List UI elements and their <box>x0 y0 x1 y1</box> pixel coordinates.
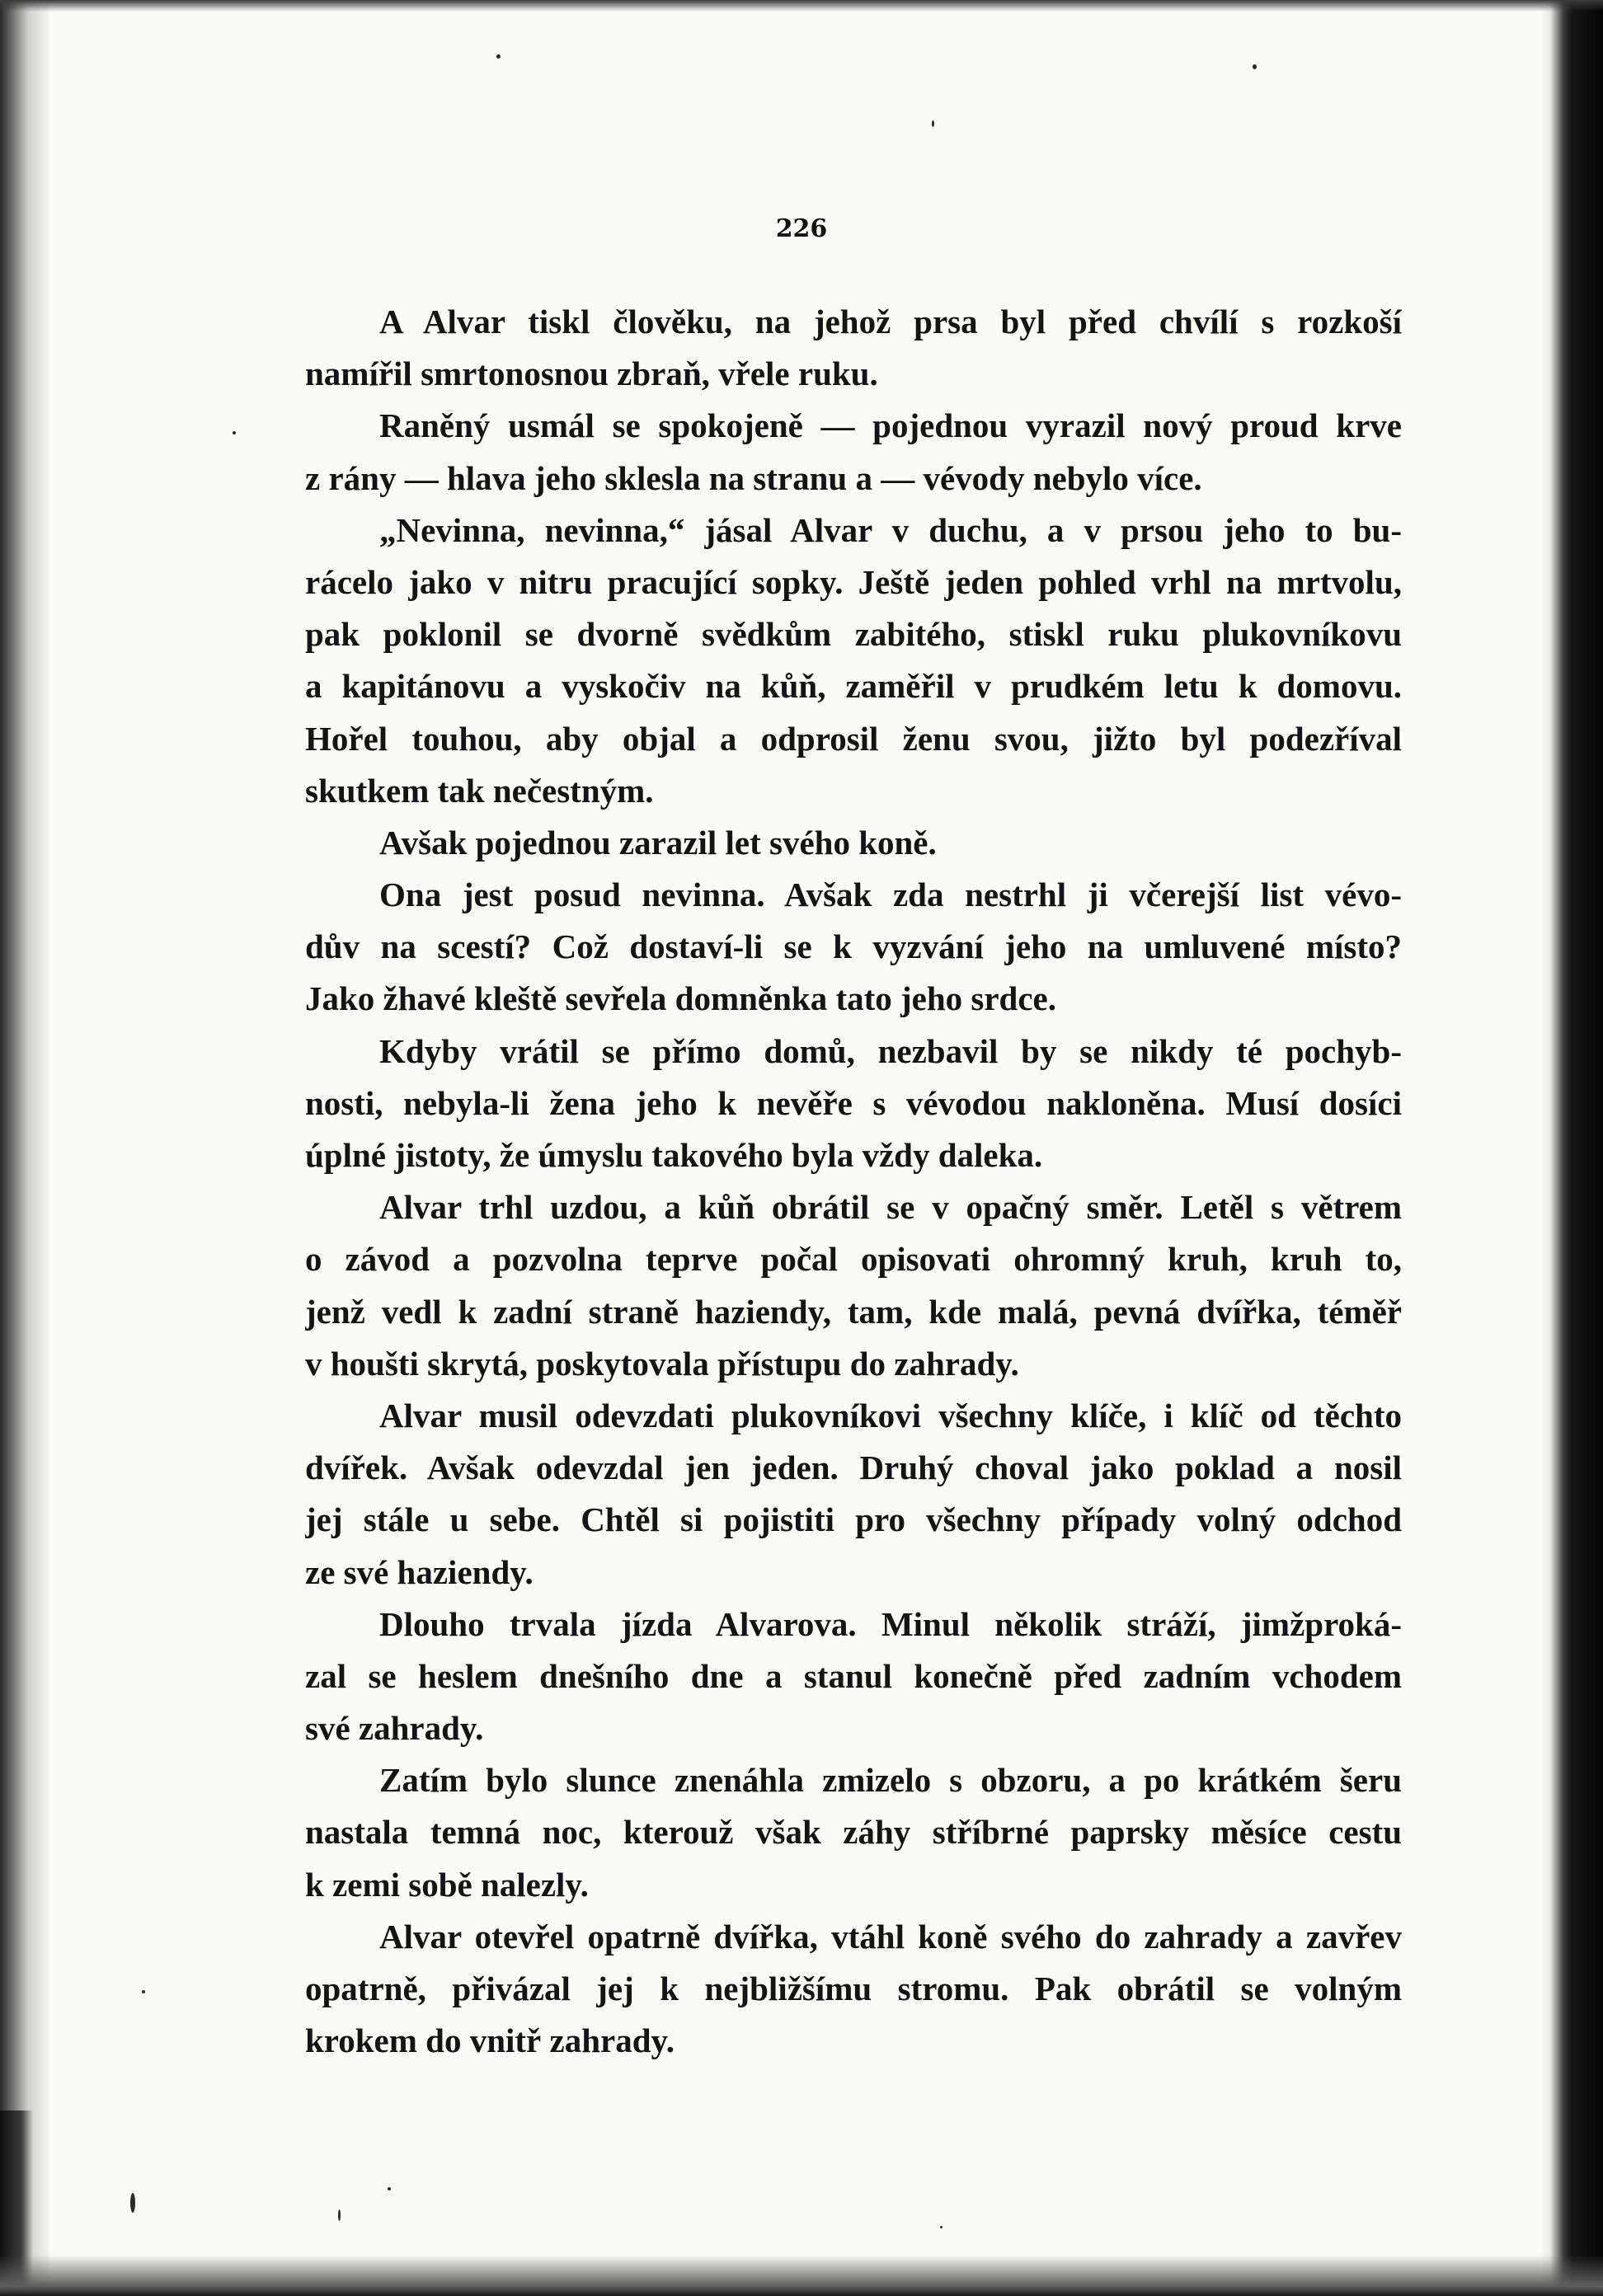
scan-speck <box>496 54 501 59</box>
scan-speck <box>142 1990 145 1993</box>
page-left-edge-shadow <box>0 0 49 2296</box>
text-line: rácelo jako v nitru pracující sopky. Ještě jeden pohled vrhl na mrtvolu, <box>305 562 1402 601</box>
text-line: své zahrady. <box>305 1709 484 1748</box>
page-right-edge-shadow <box>1541 0 1603 2296</box>
text-line: skutkem tak nečestným. <box>305 771 654 810</box>
text-line: Alvar trhl uzdou, a kůň obrátil se v opačný směr. Letěl s větrem <box>379 1188 1402 1227</box>
text-line: Raněný usmál se spokojeně — pojednou vyrazil nový proud krve <box>379 406 1402 445</box>
text-line: nastala temná noc, kterouž však záhy stříbrné paprsky měsíce cestu <box>305 1813 1402 1852</box>
text-line: krokem do vnitř zahrady. <box>305 2021 675 2060</box>
page-top-edge-shadow <box>0 0 1603 12</box>
text-line: opatrně, přivázal jej k nejbližšímu stromu. Pak obrátil se volným <box>305 1970 1402 2007</box>
text-line: dův na scestí? Což dostaví-li se k vyzvání jeho na umluvené místo? <box>305 927 1402 966</box>
page-bottom-edge-shadow <box>0 2255 1603 2296</box>
scan-speck <box>388 2187 391 2190</box>
text-line: k zemi sobě nalezly. <box>305 1865 589 1904</box>
text-line: Avšak pojednou zarazil let svého koně. <box>379 823 937 862</box>
text-line: ze své haziendy. <box>305 1552 534 1591</box>
text-line: Zatím bylo slunce znenáhla zmizelo s obzoru, a po krátkém šeru <box>379 1761 1402 1800</box>
text-line: Alvar otevřel opatrně dvířka, vtáhl koně svého do zahrady a zavřev <box>379 1917 1402 1956</box>
text-line: Ona jest posud nevinna. Avšak zda nestrhl ji včerejší list vévo- <box>379 876 1402 914</box>
scan-speck <box>932 120 934 127</box>
text-line: jej stále u sebe. Chtěl si pojistiti pro všechny případy volný odchod <box>305 1500 1402 1539</box>
page-number: 226 <box>775 214 828 243</box>
text-line: namířil smrtonosnou zbraň, vřele ruku. <box>305 354 878 393</box>
scan-speck <box>130 2193 135 2213</box>
scan-speck <box>940 2226 943 2228</box>
text-line: z rány — hlava jeho sklesla na stranu a — vévody nebylo více. <box>305 458 1202 497</box>
text-line: „Nevinna, nevinna,“ jásal Alvar v duchu, a v prsou jeho to bu- <box>379 510 1402 549</box>
text-line: zal se heslem dnešního dne a stanul konečně před zadním vchodem <box>305 1656 1402 1695</box>
text-line: Kdyby vrátil se přímo domů, nezbavil by se nikdy té pochyb- <box>379 1031 1402 1070</box>
text-line: Dlouho trvala jízda Alvarova. Minul několik stráží, jimžproká- <box>379 1604 1402 1643</box>
scan-speck <box>233 431 236 434</box>
text-line: a kapitánovu a vyskočiv na kůň, zaměřil v prudkém letu k domovu. <box>305 667 1402 706</box>
text-line: v houšti skrytá, poskytovala přístupu do zahrady. <box>305 1344 1019 1383</box>
text-line: pak poklonil se dvorně svědkům zabitého, stiskl ruku plukovníkovu <box>305 615 1402 654</box>
text-line: jenž vedl k zadní straně haziendy, tam, kde malá, pevná dvířka, téměř <box>305 1292 1402 1331</box>
text-line: Hořel touhou, aby objal a odprosil ženu svou, jižto byl podezříval <box>305 719 1402 758</box>
text-line: nosti, nebyla-li žena jeho k nevěře s vévodou nakloněna. Musí dosíci <box>305 1083 1402 1122</box>
scan-speck <box>338 2209 341 2221</box>
text-line: Alvar musil odevzdati plukovníkovi všechny klíče, i klíč od těchto <box>379 1396 1402 1434</box>
text-line: Jako žhavé kleště sevřela domněnka tato jeho srdce. <box>305 979 1057 1018</box>
body-text <box>305 296 1402 2067</box>
text-line: úplné jistoty, že úmyslu takového byla vždy daleka. <box>305 1136 1043 1174</box>
text-line: o závod a pozvolna teprve počal opisovati ohromný kruh, kruh to, <box>305 1240 1402 1279</box>
scan-speck <box>1253 64 1257 69</box>
text-line: dvířek. Avšak odevzdal jen jeden. Druhý choval jako poklad a nosil <box>305 1448 1402 1487</box>
text-line: A Alvar tiskl člověku, na jehož prsa byl před chvílí s rozkoší <box>379 303 1402 340</box>
